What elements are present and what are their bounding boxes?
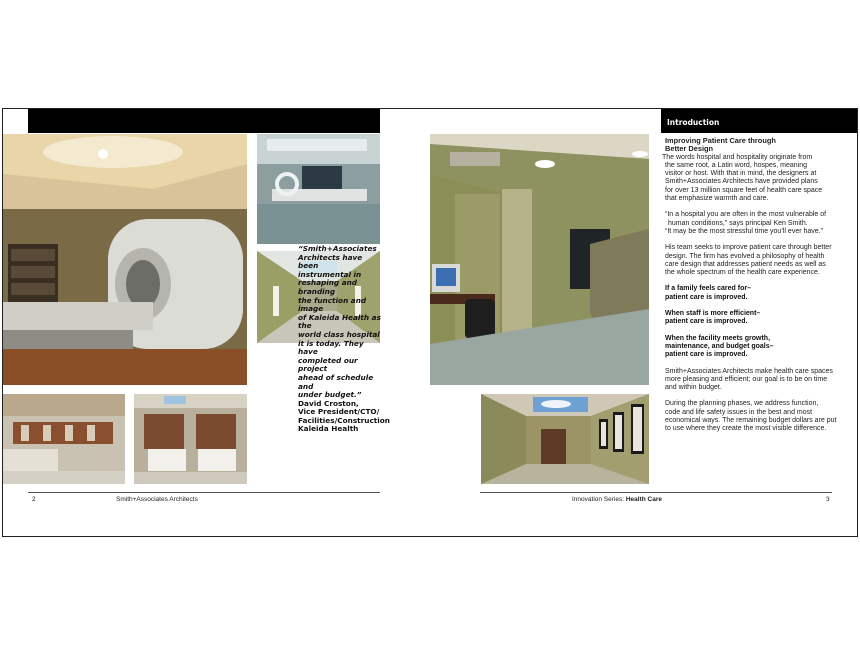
quote-line: reshaping and branding: [298, 278, 358, 296]
text-line: economical ways. The remaining budget dollars are put: [665, 417, 837, 425]
text-line: and within budget.: [665, 384, 722, 392]
text-line: patient care is improved.: [665, 351, 748, 359]
paragraph-4: [662, 400, 852, 433]
testimonial-quote: [298, 244, 390, 434]
principal-quote: [662, 211, 852, 236]
right-footer-rule: [480, 492, 832, 493]
text-line: During the planning phases, we address function,: [665, 400, 819, 408]
mri-room-photo: [3, 134, 247, 385]
text-line: The words hospital and hospitality originate from: [662, 153, 813, 161]
heading-line: Better Design: [665, 144, 714, 154]
bold-statement-2: [662, 310, 852, 327]
right-footer-series: [572, 496, 662, 503]
quote-line: completed our project: [298, 355, 358, 374]
cath-lab-photo: [257, 134, 380, 244]
text-line: human conditions,” says principal Ken Smith.: [668, 219, 808, 227]
text-line: for over 13 million square feet of health care space: [665, 186, 823, 194]
text-line: the whole spectrum of the health care experience.: [665, 269, 820, 277]
quote-line: the function and image: [298, 295, 367, 314]
left-footer-rule: [28, 492, 380, 493]
quote-line: world class hospital: [298, 329, 380, 339]
quote-line: instrumental in: [298, 269, 362, 279]
left-footer-text: Smith+Associates Architects: [116, 496, 198, 503]
quote-line: ahead of schedule and: [298, 372, 374, 391]
right-page-number: 3: [826, 496, 830, 503]
hallway-workstation-photo: [430, 134, 649, 385]
text-line: When the facility meets growth,: [665, 334, 771, 342]
text-line: that emphasize warmth and care.: [665, 195, 769, 203]
left-page-number: 2: [32, 496, 36, 503]
text-line: Smith+Associates Architects make health care spaces: [665, 367, 833, 375]
text-line: patient care is improved.: [665, 293, 748, 301]
patient-room-photo: [134, 394, 247, 484]
intro-heading: [662, 137, 852, 154]
text-line: patient care is improved.: [665, 318, 748, 326]
attribution-line: Vice President/CTO/: [298, 407, 380, 417]
left-header-bar: [28, 109, 380, 133]
text-line: His team seeks to improve patient care through better: [665, 244, 832, 252]
art-corridor-photo: [481, 394, 649, 484]
quote-line: Architects have been: [298, 252, 363, 271]
section-title: Introduction: [667, 118, 720, 127]
quote-line: of Kaleida Health as the: [298, 312, 381, 331]
text-line: design. The firm has evolved a philosophy of health: [665, 252, 825, 260]
text-line: Smith+Associates Architects have provided plans: [665, 178, 818, 186]
text-line: If a family feels cared for–: [665, 285, 751, 293]
text-line: to use where they create the most visible difference.: [665, 425, 827, 433]
text-line: maintenance, and budget goals–: [665, 342, 774, 350]
text-line: “It may be the most stressful time you’ll ever have.”: [665, 227, 823, 235]
quote-line: “Smith+Associates: [298, 244, 377, 253]
paragraph-2: [662, 244, 852, 277]
attribution-line: David Croston,: [298, 398, 359, 408]
attribution-line: Facilities/Construction: [298, 415, 390, 425]
text-line: more pleasing and efficient; our goal is to be on time: [665, 375, 828, 383]
text-line: “In a hospital you are often in the most vulnerable of: [665, 211, 827, 219]
text-line: care design that addresses patient needs as well as: [665, 260, 826, 268]
bold-statement-1: [662, 285, 852, 302]
paragraph-1: [662, 154, 852, 204]
quote-line: it is today. They have: [298, 338, 364, 357]
nurse-station-photo: [3, 394, 125, 484]
paragraph-3: [662, 368, 852, 393]
attribution-line: Kaleida Health: [298, 424, 359, 434]
text-line: visitor or host. With that in mind, the designers at: [665, 170, 817, 178]
quote-attribution: [298, 398, 390, 434]
bold-statement-3: [662, 335, 852, 360]
heading-line: Improving Patient Care through: [665, 136, 776, 145]
quote-line: under budget.”: [298, 390, 362, 400]
introduction-text: [662, 137, 852, 442]
text-line: the same root, a Latin word, hospes, meaning: [665, 161, 808, 169]
series-label: Innovation Series:: [572, 496, 626, 503]
text-line: code and life safety issues in the best and most: [665, 408, 813, 416]
text-line: When staff is more efficient–: [665, 310, 761, 318]
series-topic: Health Care: [625, 496, 662, 503]
